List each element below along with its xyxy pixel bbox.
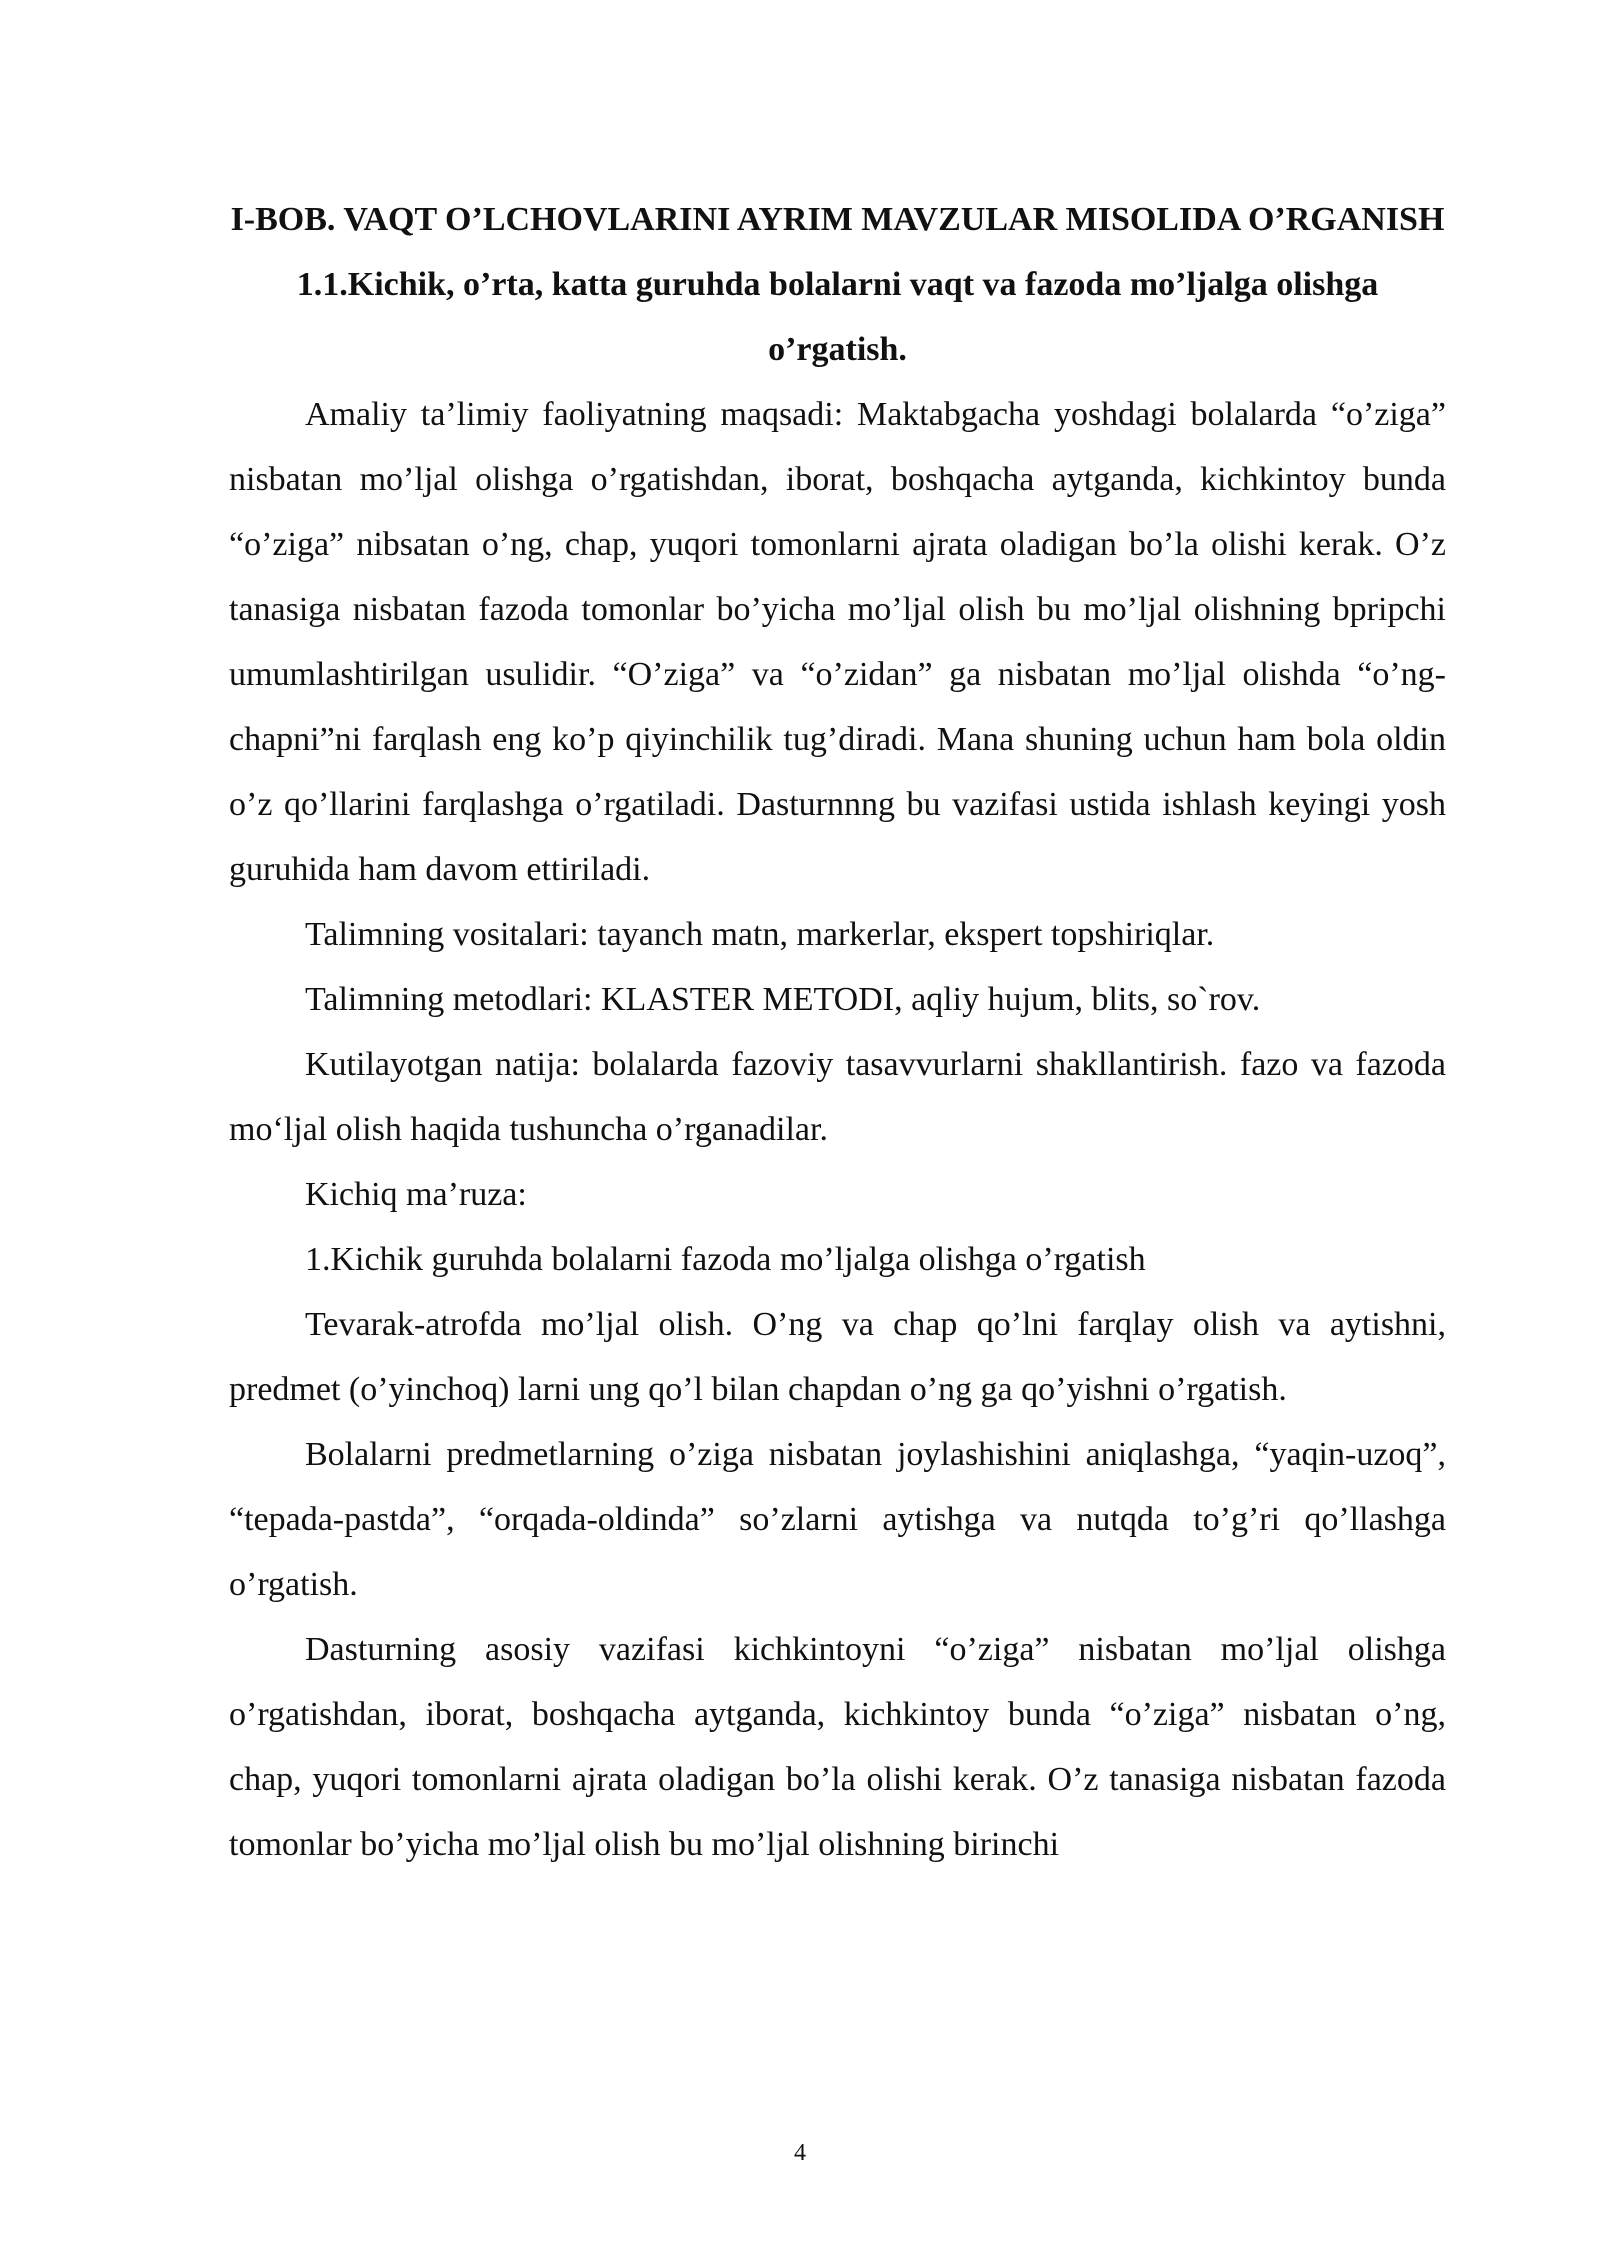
paragraph-goal: Amaliy ta’limiy faoliyatning maqsadi: Maktabgacha yoshdagi bolalarda “o’ziga” nisbatan mo’ljal olishga o’rgatishdan, iborat, boshqacha aytganda, kichkintoy bunda “o’ziga” nibsatan o’ng, chap, yuqori tomonlarni ajrata oladigan bo’la olishi kerak. O’z tanasiga nisbatan fazoda tomonlar bo’yicha mo’ljal olish bu mo’ljal olishning bpripchi umumlashtirilgan usulidir. “O’ziga” va “o’zidan” ga nisbatan mo’ljal olishda “o’ng-chapni”ni farqlash eng ko’p qiyinchilik tug’diradi. Mana shuning uchun ham bola oldin o’z qo’llarini farqlashga o’rgatiladi. Dasturnnng bu vazifasi ustida ishlash keyingi yosh guruhida ham davom ettiriladi. [229, 396, 1446, 888]
paragraph-orientation: Tevarak-atrofda mo’ljal olish. O’ng va chap qo’lni farqlay olish va aytishni, predmet (o’yinchoq) larni ung qo’l bilan chapdan o’ng ga qo’yishni o’rgatish. [229, 1306, 1446, 1408]
document-page [229, 187, 1446, 1877]
paragraph-expected-result: Kutilayotgan natija: bolalarda fazoviy tasavvurlarni shakllantirish. fazo va fazoda mo‘ljal olish haqida tushuncha o’rganadilar. [229, 1046, 1446, 1148]
section-title: 1.1.Kichik, o’rta, katta guruhda bolalarni vaqt va fazoda mo’ljalga olishga o’rgatish. [296, 266, 1379, 368]
page-number: 4 [794, 2140, 806, 2166]
paragraph-means: Talimning vositalari: tayanch matn, markerlar, ekspert topshiriqlar. [305, 916, 1215, 953]
chapter-title: I-BOB. VAQT O’LCHOVLARINI AYRIM MAVZULAR MISOLIDA O’RGANISH [230, 201, 1445, 238]
paragraph-program-task: Dasturning asosiy vazifasi kichkintoyni “o’ziga” nisbatan mo’ljal olishga o’rgatishdan, iborat, boshqacha aytganda, kichkintoy bunda “o’ziga” nisbatan o’ng, chap, yuqori tomonlarni ajrata oladigan bo’la olishi kerak. O’z tanasiga nisbatan fazoda tomonlar bo’yicha mo’ljal olish bu mo’ljal olishning birinchi [229, 1631, 1446, 1863]
paragraph-mini-lecture: Kichiq ma’ruza: [305, 1176, 527, 1213]
paragraph-methods: Talimning metodlari: KLASTER METODI, aqliy hujum, blits, so`rov. [305, 981, 1261, 1018]
paragraph-positions: Bolalarni predmetlarning o’ziga nisbatan joylashishini aniqlashga, “yaqin-uzoq”, “tepada-pastda”, “orqada-oldinda” so’zlarni aytishga va nutqda to’g’ri qo’llashga o’rgatish. [229, 1436, 1446, 1603]
paragraph-subsection-1: 1.Kichik guruhda bolalarni fazoda mo’ljalga olishga o’rgatish [305, 1241, 1146, 1278]
